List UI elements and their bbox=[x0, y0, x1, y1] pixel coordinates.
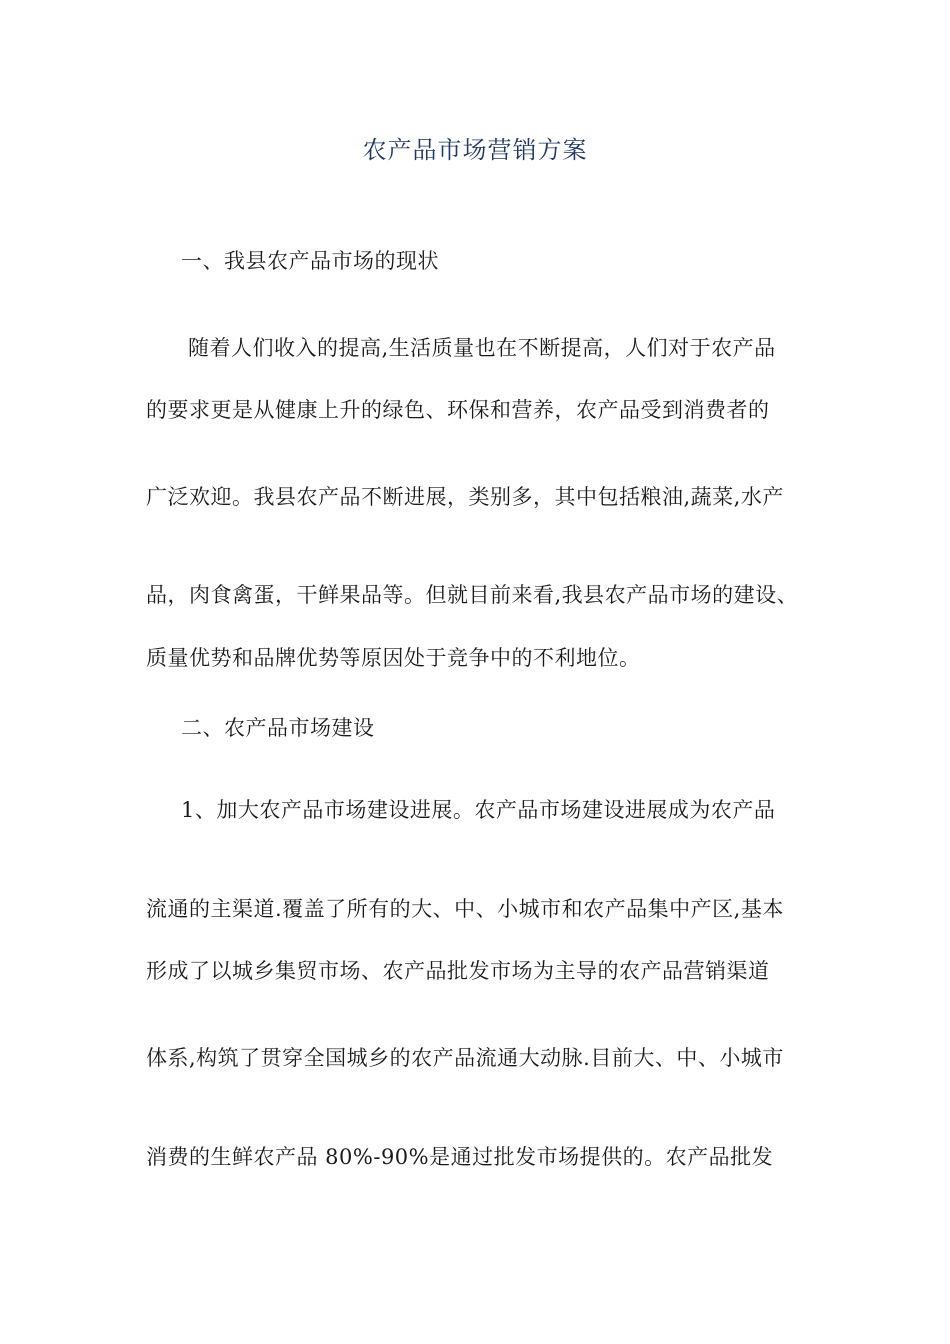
paragraph-line: 1、加大农产品市场建设进展。农产品市场建设进展成为农产品 bbox=[181, 798, 776, 822]
paragraph-line: 流通的主渠道.覆盖了所有的大、中、小城市和农产品集中产区,基本 bbox=[146, 897, 784, 921]
paragraph-line: 消费的生鲜农产品 80%-90%是通过批发市场提供的。农产品批发 bbox=[146, 1145, 774, 1169]
document-title: 农产品市场营销方案 bbox=[362, 136, 588, 164]
section-heading-1: 一、我县农产品市场的现状 bbox=[181, 249, 439, 273]
paragraph-line: 随着人们收入的提高,生活质量也在不断提高，人们对于农产品 bbox=[188, 336, 776, 360]
paragraph-line: 的要求更是从健康上升的绿色、环保和营养，农产品受到消费者的 bbox=[146, 398, 770, 422]
section-heading-2: 二、农产品市场建设 bbox=[181, 716, 375, 740]
paragraph-line: 广泛欢迎。我县农产品不断进展，类别多，其中包括粮油,蔬菜,水产 bbox=[146, 485, 784, 509]
paragraph-line: 体系,构筑了贯穿全国城乡的农产品流通大动脉.目前大、中、小城市 bbox=[146, 1046, 784, 1070]
paragraph-line: 品，肉食禽蛋，干鲜果品等。但就目前来看,我县农产品市场的建设、 bbox=[146, 583, 799, 607]
paragraph-line: 形成了以城乡集贸市场、农产品批发市场为主导的农产品营销渠道 bbox=[146, 959, 770, 983]
paragraph-line: 质量优势和品牌优势等原因处于竞争中的不利地位。 bbox=[146, 646, 641, 670]
